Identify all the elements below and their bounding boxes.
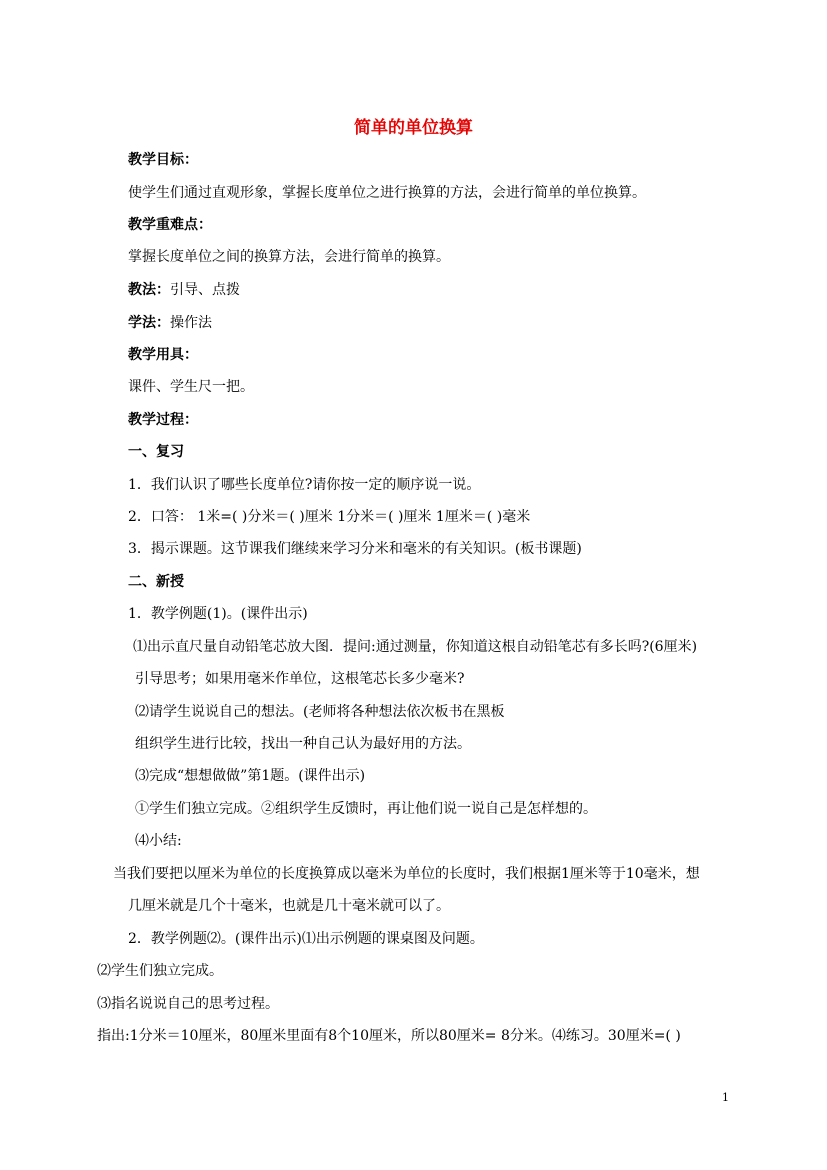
section-review: 一、复习 [128,444,184,460]
heading-key-points: 教学重难点： [128,217,212,233]
review-item-2: 2．口答： 1米=( )分米＝( )厘米 1分米＝( )厘米 1厘米＝( )毫米 [128,509,531,525]
example-2-step-2: ⑵学生们独立完成。 [97,963,223,979]
example-1-guide: 引导思考；如果用毫米作单位，这根笔芯长多少毫米? [135,671,465,687]
example-1-step-2: ⑵请学生说说自己的想法。(老师将各种想法依次板书在黑板 [135,704,505,720]
example-2-step-3: ⑶指名说说自己的思考过程。 [97,996,279,1012]
example-2-heading: 2．教学例题⑵。(课件出示)⑴出示例题的课桌图及问题。 [128,931,484,947]
learning-method-value: 操作法 [170,315,212,331]
example-1-feedback: ①学生们独立完成。②组织学生反馈时，再让他们说一说自己是怎样想的。 [135,801,597,817]
page-number: 1 [722,1091,729,1104]
learning-method-row [128,314,212,332]
teaching-method-label: 教法： [128,282,170,298]
heading-tools: 教学用具： [128,347,198,363]
teaching-method-row [128,281,240,299]
example-1-compare: 组织学生进行比较，找出一种自己认为最好用的方法。 [135,736,471,752]
teaching-method-value: 引导、点拨 [170,282,240,298]
heading-process: 教学过程： [128,412,198,428]
text-key-points: 掌握长度单位之间的换算方法，会进行简单的换算。 [128,249,450,265]
example-1-step-1: ⑴出示直尺量自动铅笔芯放大图．提问:通过测量，你知道这根自动铅笔芯有多长吗?(6厘米) [133,639,698,655]
learning-method-label: 学法： [128,315,170,331]
heading-objectives: 教学目标： [128,152,198,168]
text-objectives: 使学生们通过直观形象，掌握长度单位之进行换算的方法，会进行简单的单位换算。 [128,185,646,201]
example-1-summary: ⑷小结: [135,833,182,849]
example-2-point-out: 指出:1分米＝10厘米，80厘米里面有8个10厘米，所以80厘米= 8分米。⑷练习。30厘米=( ) [97,1028,681,1044]
document-title: 简单的单位换算 [354,118,473,138]
section-new-lesson: 二、新授 [128,574,184,590]
example-1-heading: 1．教学例题(1)。(课件出示) [128,606,308,622]
text-tools: 课件、学生尺一把。 [128,379,254,395]
summary-text-1: 当我们要把以厘米为单位的长度换算成以毫米为单位的长度时，我们根据1厘米等于10毫米，想 [113,866,700,882]
review-item-1: 1．我们认识了哪些长度单位?请你按一定的顺序说一说。 [128,477,481,493]
summary-text-2: 几厘米就是几个十毫米，也就是几十毫米就可以了。 [128,898,450,914]
example-1-step-3: ⑶完成“想想做做”第1题。(课件出示) [135,768,366,784]
review-item-3: 3．揭示课题。这节课我们继续来学习分米和毫米的有关知识。(板书课题) [128,541,582,557]
